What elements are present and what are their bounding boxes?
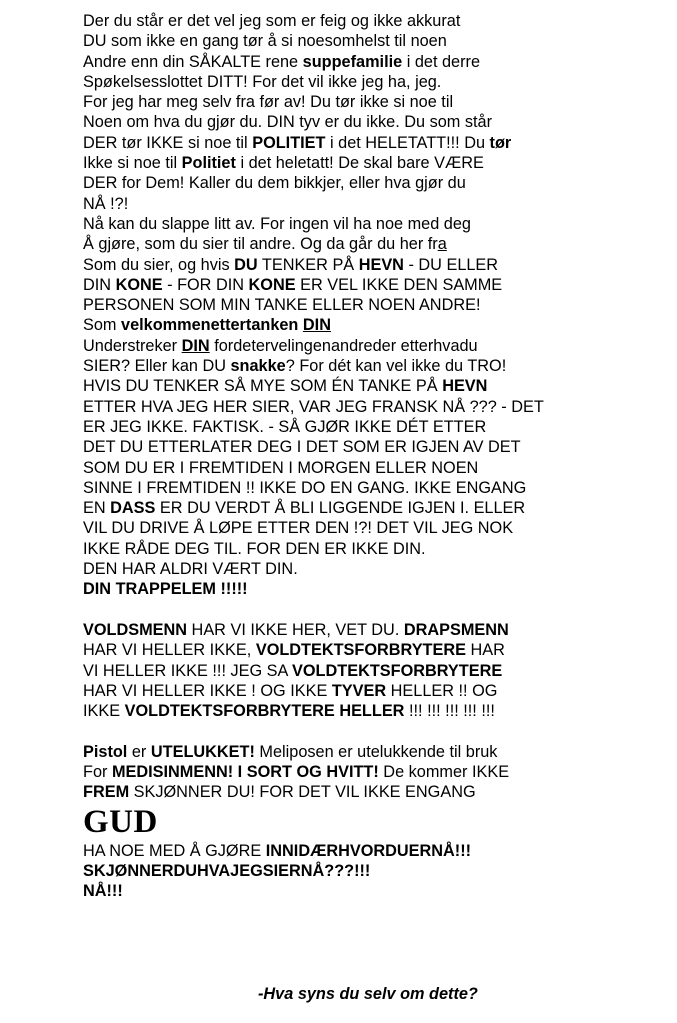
text-run: PERSONEN SOM MIN TANKE ELLER NOEN ANDRE! <box>83 296 481 315</box>
text-run: DET DU ETTERLATER DEG I DET SOM ER IGJEN AV DET <box>83 438 521 457</box>
text-run: VIL DU DRIVE Å LØPE ETTER DEN !?! DET VIL JEG NOK <box>83 519 514 538</box>
text-line <box>83 315 663 335</box>
emphasis-text: NÅ!!! <box>83 882 123 901</box>
text-run: EN <box>83 499 111 518</box>
text-run: !!! !!! !!! !!! !!! <box>404 702 495 721</box>
emphasis-text: HEVN <box>358 255 404 274</box>
text-run: Understreker <box>83 336 182 355</box>
text-run: SOM DU ER I FREMTIDEN I MORGEN ELLER NOEN <box>83 458 479 477</box>
text-line <box>83 478 663 498</box>
emphasis-text: snakke <box>230 357 286 376</box>
text-run: HAR <box>465 641 505 660</box>
emphasis-text: POLITIET <box>252 133 326 152</box>
text-line <box>83 518 663 538</box>
text-line <box>83 214 663 234</box>
poem-body <box>83 11 663 901</box>
emphasis-text: UTELUKKET! <box>150 742 255 761</box>
text-run: VI HELLER IKKE !!! JEG SA <box>83 661 293 680</box>
text-line <box>83 417 663 437</box>
emphasis-text: Politiet <box>181 154 236 173</box>
text-line <box>83 539 663 559</box>
text-run: TENKER PÅ <box>257 255 359 274</box>
text-line <box>83 133 663 153</box>
text-run: i det derre <box>402 52 481 71</box>
emphasis-text: DASS <box>110 499 156 518</box>
emphasis-text: KONE <box>248 275 296 294</box>
text-run: - DU ELLER <box>403 255 499 274</box>
emphasis-text: VOLDSMENN <box>83 620 188 639</box>
text-run: HELLER !! OG <box>386 681 498 700</box>
emphasis-text: DIN <box>181 336 210 355</box>
stanza-1 <box>83 11 663 600</box>
text-line <box>83 742 663 762</box>
emphasis-text: DIN <box>302 316 331 335</box>
text-line <box>83 841 663 861</box>
emphasis-text: SKJØNNERDUHVAJEGSIERNÅ???!!! <box>83 861 371 880</box>
text-run: For jeg har meg selv fra før av! Du tør ikke si noe til <box>83 93 454 112</box>
text-line <box>83 376 663 396</box>
text-run: Andre enn din SÅKALTE rene <box>83 52 303 71</box>
text-line <box>83 397 663 417</box>
closing-question: -Hva syns du selv om dette? <box>258 985 478 1003</box>
text-run: SIER? Eller kan DU <box>83 357 231 376</box>
text-line <box>83 579 663 599</box>
text-line <box>83 194 663 214</box>
emphasis-text: HEVN <box>442 377 488 396</box>
text-line <box>83 701 663 721</box>
emphasis-text: FREM <box>83 783 130 802</box>
stanza-4 <box>83 841 663 902</box>
stanza-2 <box>83 620 663 721</box>
text-line <box>83 640 663 660</box>
text-run: HVIS DU TENKER SÅ MYE SOM ÉN TANKE PÅ <box>83 377 443 396</box>
stanza-break <box>83 600 663 620</box>
text-run: DEN HAR ALDRI VÆRT DIN. <box>83 560 298 579</box>
text-line <box>83 782 663 802</box>
text-line <box>83 112 663 132</box>
text-line <box>83 52 663 72</box>
text-run: DER tør IKKE si noe til <box>83 133 253 152</box>
text-run: Spøkelsesslottet DITT! For det vil ikke jeg ha, jeg. <box>83 72 442 91</box>
emphasis-text: tør <box>489 133 512 152</box>
text-run: a <box>437 235 447 254</box>
emphasis-text: TYVER <box>331 681 387 700</box>
text-run: ER JEG IKKE. FAKTISK. - SÅ GJØR IKKE DÉT ETTER <box>83 417 487 436</box>
text-run: fordetervelingenandreder etterhvadu <box>209 336 478 355</box>
text-run: For <box>83 762 112 781</box>
text-line <box>83 295 663 315</box>
emphasis-text: Pistol <box>83 742 128 761</box>
text-line <box>83 336 663 356</box>
text-line <box>83 153 663 173</box>
text-run: er <box>127 742 151 761</box>
text-run: SINNE I FREMTIDEN !! IKKE DO EN GANG. IKKE ENGANG <box>83 478 527 497</box>
text-run: NÅ !?! <box>83 194 129 213</box>
text-run: - FOR DIN <box>162 275 249 294</box>
text-line <box>83 275 663 295</box>
emphasis-text: DU <box>234 255 258 274</box>
text-line <box>83 762 663 782</box>
emphasis-text: MEDISINMENN! I SORT OG HVITT! <box>111 762 379 781</box>
emphasis-text: VOLDTEKTSFORBRYTERE HELLER <box>124 702 405 721</box>
text-run: i det heletatt! De skal bare VÆRE <box>235 154 484 173</box>
text-run: SKJØNNER DU! FOR DET VIL IKKE ENGANG <box>129 783 476 802</box>
text-line <box>83 173 663 193</box>
text-run: Som <box>83 316 122 335</box>
text-line <box>83 31 663 51</box>
text-line <box>83 861 663 881</box>
text-line <box>83 661 663 681</box>
emphasis-text: INNIDÆRHVORDUERNÅ!!! <box>265 841 472 860</box>
text-run: ER VEL IKKE DEN SAMME <box>295 275 503 294</box>
emphasis-text: KONE <box>115 275 163 294</box>
text-run: Noen om hva du gjør du. DIN tyv er du ikke. Du som står <box>83 113 492 132</box>
text-line <box>83 620 663 640</box>
text-line <box>83 881 663 901</box>
text-run: Som du sier, og hvis <box>83 255 235 274</box>
text-run: IKKE <box>83 702 125 721</box>
text-run: Ikke si noe til <box>83 154 182 173</box>
emphasis-text: VOLDTEKTSFORBRYTERE <box>292 661 503 680</box>
text-run: DIN <box>83 275 116 294</box>
text-run: i det HELETATT!!! Du <box>325 133 490 152</box>
stanza-break <box>83 721 663 741</box>
stanza-3 <box>83 742 663 803</box>
text-line <box>83 498 663 518</box>
text-run: HAR VI HELLER IKKE, <box>83 641 256 660</box>
text-run: Der du står er det vel jeg som er feig og ikke akkurat <box>83 12 461 30</box>
emphasis-text: DRAPSMENN <box>403 620 509 639</box>
gud-heading: GUD <box>83 803 158 840</box>
text-run: De kommer IKKE <box>378 762 510 781</box>
text-run: IKKE RÅDE DEG TIL. FOR DEN ER IKKE DIN. <box>83 539 426 558</box>
text-line <box>83 458 663 478</box>
text-line <box>83 92 663 112</box>
text-run: HA NOE MED Å GJØRE <box>83 841 266 860</box>
text-line <box>83 72 663 92</box>
text-run: ? For dét kan vel ikke du TRO! <box>285 357 507 376</box>
text-line <box>83 681 663 701</box>
text-line <box>83 255 663 275</box>
text-run: Meliposen er utelukkende til bruk <box>254 742 498 761</box>
emphasis-text: VOLDTEKTSFORBRYTERE <box>255 641 466 660</box>
emphasis-text: velkommenettertanken <box>121 316 299 335</box>
emphasis-text: suppefamilie <box>302 52 403 71</box>
text-run: DER for Dem! Kaller du dem bikkjer, eller hva gjør du <box>83 174 466 193</box>
text-line <box>83 11 663 31</box>
text-run: ETTER HVA JEG HER SIER, VAR JEG FRANSK NÅ ??? - DET <box>83 397 544 416</box>
text-run: HAR VI HELLER IKKE ! OG IKKE <box>83 681 332 700</box>
text-line <box>83 559 663 579</box>
text-line <box>83 356 663 376</box>
emphasis-text: DIN TRAPPELEM !!!!! <box>83 580 248 599</box>
text-run: HAR VI IKKE HER, VET DU. <box>187 620 404 639</box>
text-run: ER DU VERDT Å BLI LIGGENDE IGJEN I. ELLER <box>155 499 526 518</box>
text-line <box>83 234 663 254</box>
text-run: DU som ikke en gang tør å si noesomhelst til noen <box>83 32 447 51</box>
text-line <box>83 437 663 457</box>
text-run: Nå kan du slappe litt av. For ingen vil ha noe med deg <box>83 214 471 233</box>
text-run: Å gjøre, som du sier til andre. Og da går du her fr <box>83 235 438 254</box>
